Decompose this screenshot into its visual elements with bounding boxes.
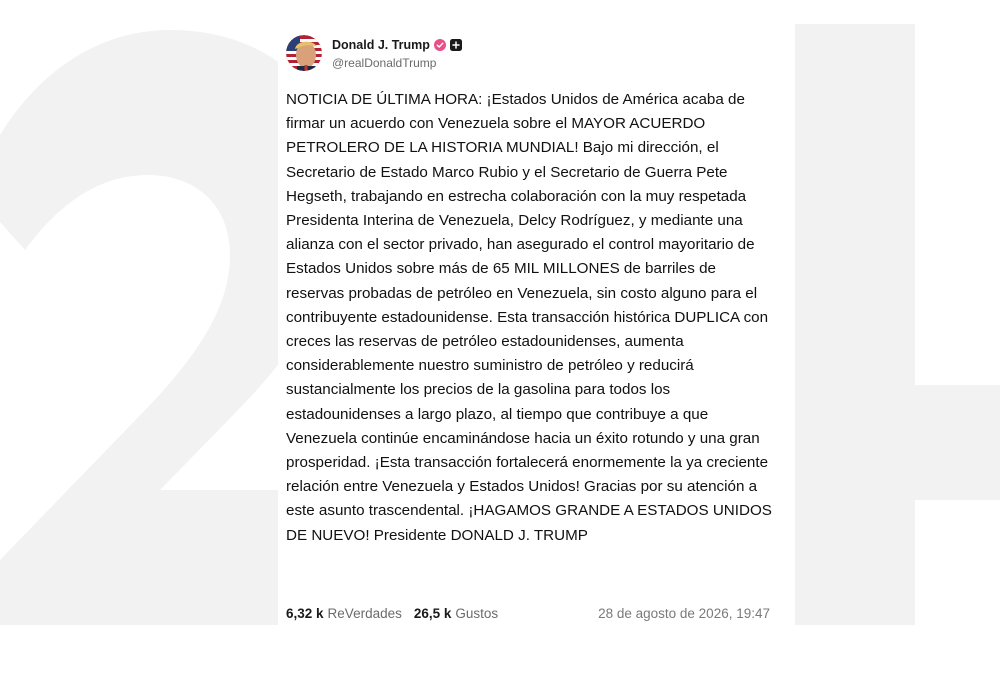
post-header [286, 34, 462, 72]
author-avatar[interactable] [286, 35, 322, 71]
avatar-icon [286, 35, 322, 71]
retruths-stat[interactable] [286, 606, 402, 621]
author-display-name[interactable]: Donald J. Trump [332, 38, 430, 52]
likes-stat[interactable] [414, 606, 498, 621]
verified-badge-icon [434, 39, 446, 51]
post-timestamp[interactable]: 28 de agosto de 2026, 19:47 [598, 605, 770, 621]
author-identity [332, 36, 462, 70]
retruths-count: 6,32 k [286, 605, 324, 621]
author-handle[interactable]: @realDonaldTrump [332, 56, 437, 70]
post-body-text: NOTICIA DE ÚLTIMA HORA: ¡Estados Unidos de América acaba de firmar un acuerdo con Venezuela sobre el MAYOR ACUERDO PETROLERO DE LA HISTORIA MUNDIAL! Bajo mi dirección, el Secretario de Estado Marco Rubio y el Secretario de Guerra Pete Hegseth, trabajando en estrecha colaboración con la muy respetada Presidenta Interina de Venezuela, Delcy Rodríguez, y mediante una alianza con el sector privado, han asegurado el control mayoritario de Estados Unidos sobre más de 65 MIL MILLONES de barriles de reservas probadas de petróleo en Venezuela, sin costo alguno para el contribuyente estadounidense. Esta transacción histórica DUPLICA con creces las reservas de petróleo estadounidenses, aumenta considerablemente nuestro suministro de petróleo y reducirá sustancialmente los precios de la gasolina para todos los estadounidenses a largo plazo, al tiempo que contribuye a que Venezuela continúe encaminándose hacia un éxito rotundo y una gran prosperidad. ¡Esta transacción fortalecerá enormemente la ya creciente relación entre Venezuela y Estados Unidos! Gracias por su atención a este asunto trascendental. ¡HAGAMOS GRANDE A ESTADOS UNIDOS DE NUEVO! Presidente DONALD J. TRUMP [286, 91, 772, 544]
post-footer [286, 604, 770, 622]
watermark-digit-four [795, 24, 1000, 625]
retruths-label: ReVerdades [327, 605, 402, 621]
likes-label: Gustos [455, 605, 499, 621]
likes-count: 26,5 k [413, 605, 452, 621]
plus-badge-icon [450, 39, 462, 51]
post-card [278, 24, 786, 625]
author-name-row [332, 36, 462, 54]
